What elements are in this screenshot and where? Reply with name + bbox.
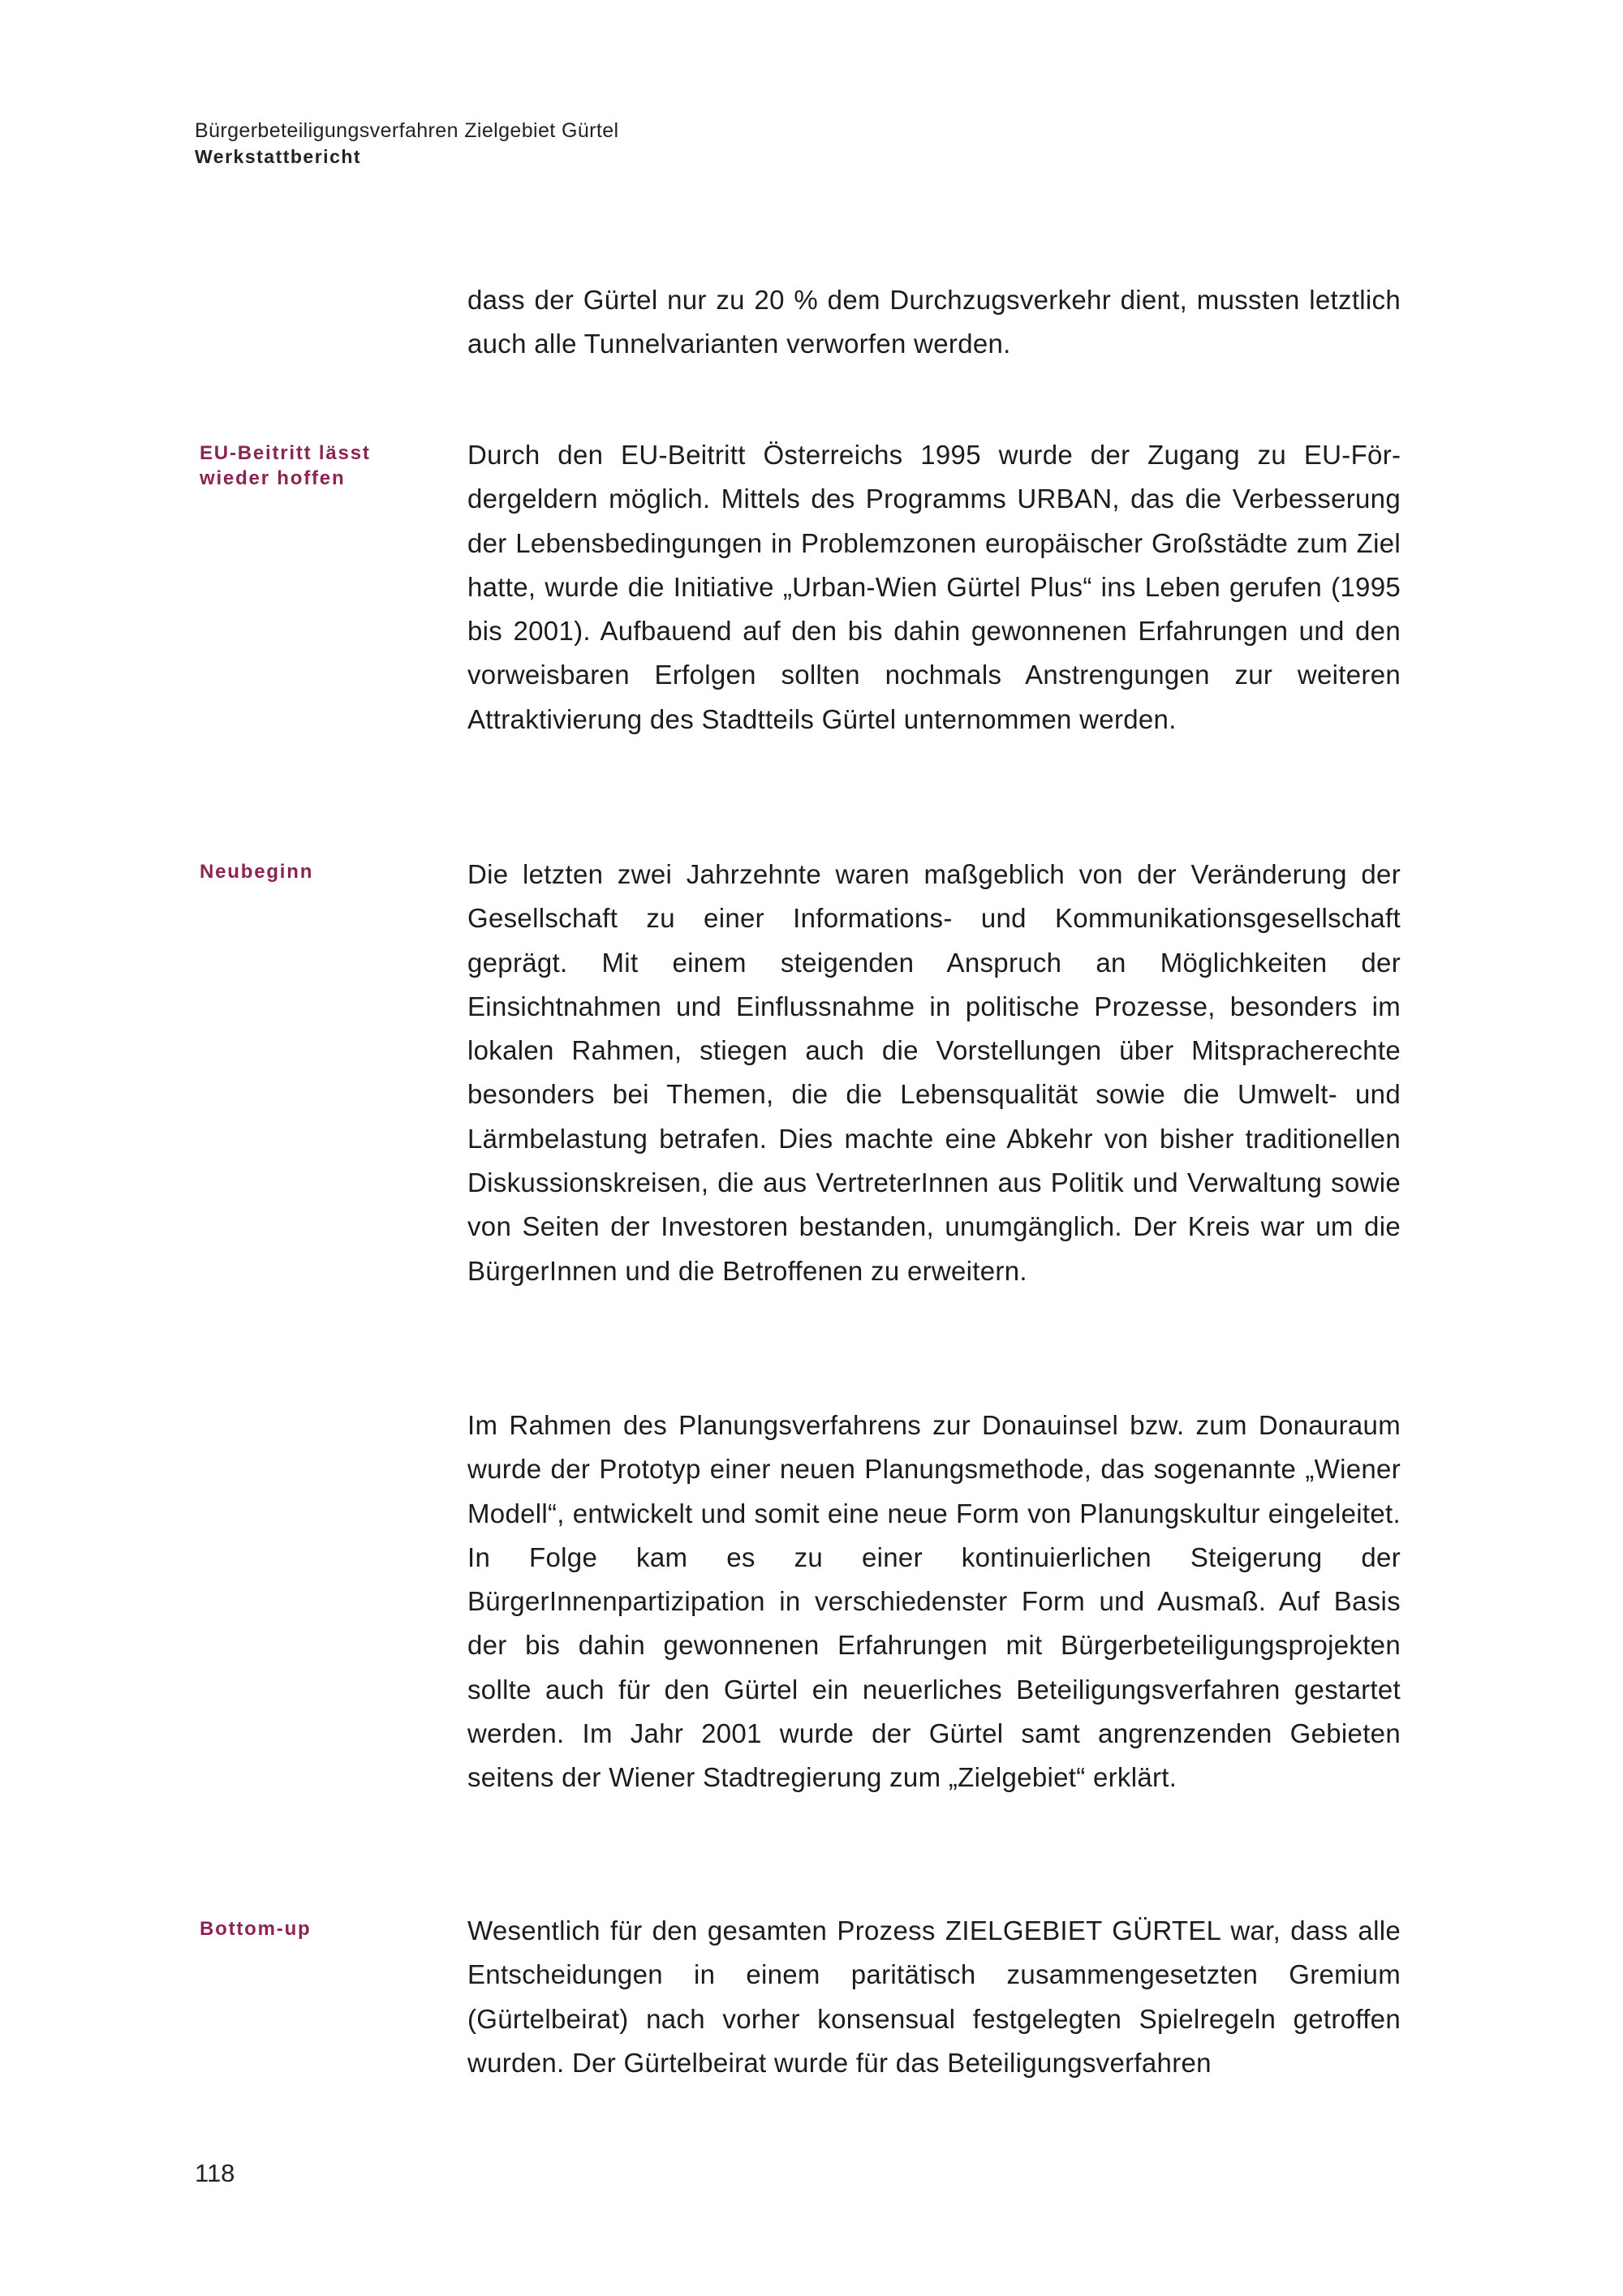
- paragraph-text: Die letzten zwei Jahrzehnte waren maßgeblich von der Veränderung der Gesellschaft zu einer Informations- und Kommunikationsgesellschaft geprägt. Mit einem steigenden Anspruch an Möglichkeiten der Einsichtnahmen und Einflussnahme in politische Prozesse, besonders im lokalen Rahmen, stiegen auch die Vorstellungen über Mitspracherechte besonders bei Themen, die die Lebensqualität sowie die Umwelt- und Lärmbelastung betrafen. Dies machte eine Abkehr von bisher traditionellen Diskussionskreisen, die aus VertreterInnen aus Politik und Verwaltung sowie von Seiten der Investoren bestanden, unumgänglich. Der Kreis war um die BürgerInnen und die Betroffenen zu erweitern.: [467, 859, 1401, 1286]
- paragraph-text: Im Rahmen des Planungsverfahrens zur Donauinsel bzw. zum Donauraum wurde der Prototyp einer neuen Planungsmethode, das sogenannte „Wiener Modell“, entwickelt und somit eine neue Form von Planungskultur eingeleitet. In Folge kam es zu einer kontinuierlichen Steigerung der BürgerInnenpartizipation in verschiedenster Form und Ausmaß. Auf Basis der bis dahin gewonnenen Erfahrungen mit Bürgerbeteiligungsprojekten sollte auch für den Gürtel ein neuerliches Beteiligungsverfahren gestartet werden. Im Jahr 2001 wurde der Gürtel samt angrenzenden Gebieten seitens der Wiener Stadtregierung zum „Zielgebiet“ erklärt.: [467, 1410, 1401, 1793]
- paragraph-neubeginn: [467, 853, 1401, 1293]
- margin-note-eu-beitritt: EU-Beitritt lässt wieder hoffen: [200, 442, 371, 489]
- page-number: 118: [195, 2159, 235, 2187]
- paragraph-bottom-up: [467, 1909, 1401, 2085]
- running-header: [195, 117, 618, 169]
- margin-note-bottom-up: Bottom-up: [200, 1918, 312, 1940]
- paragraph-text: dass der Gürtel nur zu 20 % dem Durchzugsverkehr dient, mussten letztlich auch alle Tunnelvarianten verworfen werden.: [467, 285, 1401, 359]
- header-subtitle: Werkstattbericht: [195, 146, 362, 167]
- paragraph-tunnel-continuation: [467, 278, 1401, 367]
- margin-note-neubeginn: Neubeginn: [200, 861, 314, 883]
- header-title: Bürgerbeteiligungsverfahren Zielgebiet Gürtel: [195, 119, 619, 142]
- paragraph-text: Wesentlich für den gesamten Prozess ZIELGEBIET GÜRTEL war, dass alle Entscheidungen in einem paritätisch zusammengesetzten Gremium (Gürtelbeirat) nach vorher konsensual festgelegten Spielregeln getroffen wurden. Der Gürtelbeirat wurde für das Beteiligungsverfahren: [467, 1915, 1401, 2078]
- paragraph-text: Durch den EU-Beitritt Österreichs 1995 wurde der Zugang zu EU-Fördergeldern möglich. Mittels des Programms URBAN, das die Verbesserung der Lebensbedingungen in Problemzonen europäischer Großstädte zum Ziel hatte, wurde die Initiative „Urban-Wien Gürtel Plus“ ins Leben gerufen (1995 bis 2001). Aufbauend auf den bis dahin gewonnenen Erfahrungen und den vorweisbaren Erfolgen sollten nochmals Anstrengungen zur weiteren Attraktivierung des Stadtteils Gürtel unternommen werden.: [467, 440, 1401, 734]
- paragraph-wiener-modell: [467, 1404, 1401, 1800]
- paragraph-eu-beitritt: [467, 433, 1401, 742]
